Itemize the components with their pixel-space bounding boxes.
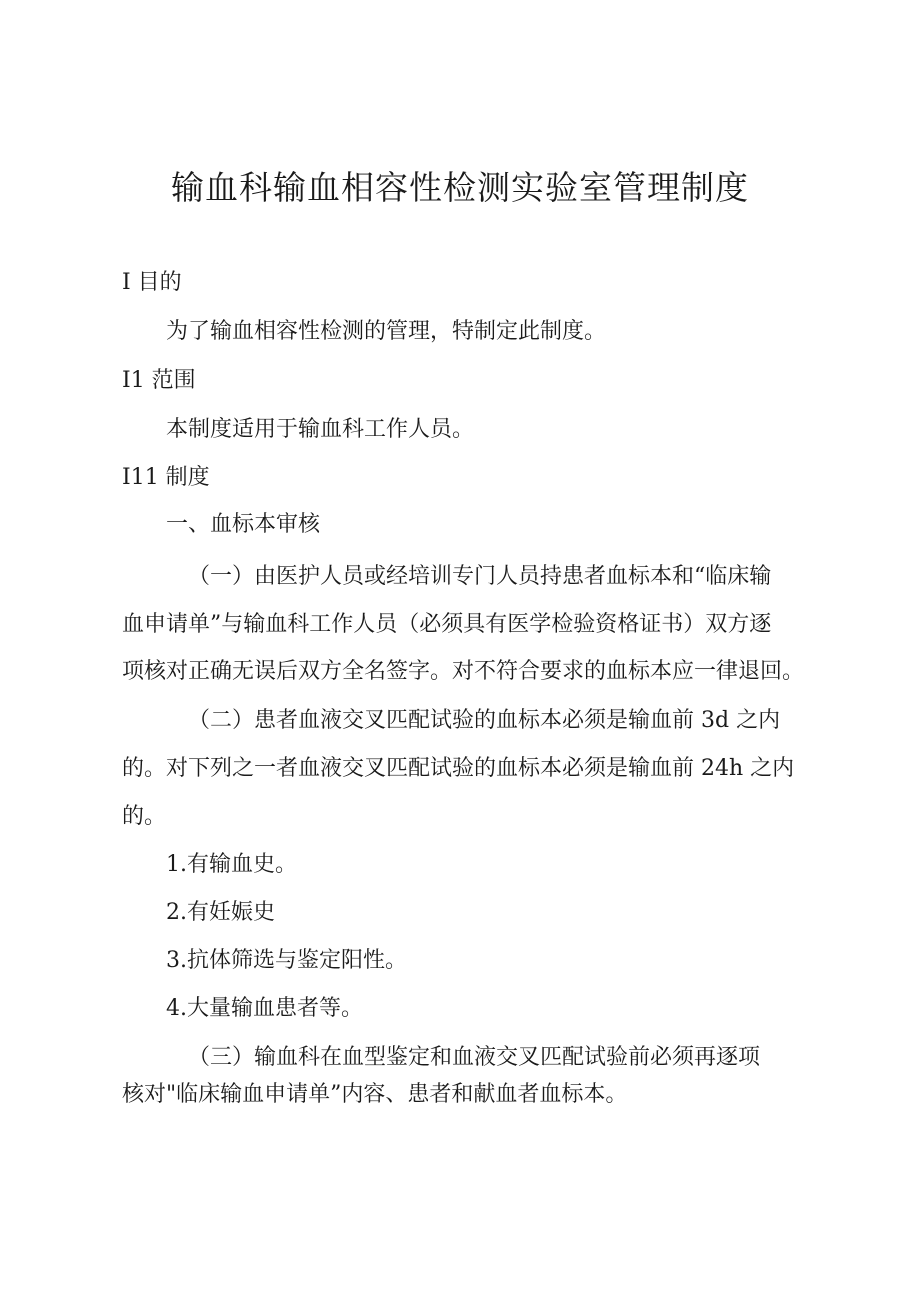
list-item-4: 4.大量输血患者等。 [166,996,363,1021]
paragraph-item1-line3: 项核对正确无误后双方全名签字。对不符合要求的血标本应一律退回。 [122,659,805,684]
paragraph-item1-line1: （一）由医护人员或经培训专门人员持患者血标本和“临床输 [188,564,772,589]
paragraph-item3-line1: （三）输血科在血型鉴定和血液交叉匹配试验前必须再逐项 [188,1045,761,1070]
list-item-1: 1.有输血史。 [166,852,297,877]
subsection-heading-specimen-review: 一、血标本审核 [166,512,321,537]
section-heading-scope: I1 范围 [122,368,196,393]
paragraph-item2-line2: 的。对下列之一者血液交叉匹配试验的血标本必须是输血前 24h 之内 [122,756,795,781]
paragraph-purpose: 为了输血相容性检测的管理，特制定此制度。 [166,319,607,344]
list-item-2: 2.有妊娠史 [166,900,275,925]
paragraph-item1-line2: 血申请单”与输血科工作人员（必须具有医学检验资格证书）双方逐 [122,612,772,637]
paragraph-scope: 本制度适用于输血科工作人员。 [166,417,475,442]
section-heading-purpose: I 目的 [122,270,182,295]
paragraph-item2-line1: （二）患者血液交叉匹配试验的血标本必须是输血前 3d 之内 [188,708,781,733]
document-title: 输血科输血相容性检测实验室管理制度 [171,168,749,207]
section-heading-policy: I11 制度 [122,465,210,490]
list-item-3: 3.抗体筛选与鉴定阳性。 [166,948,407,973]
paragraph-item2-line3: 的。 [122,804,167,829]
paragraph-item3-line2: 核对"临床输血申请单”内容、患者和献血者血标本。 [122,1082,628,1107]
